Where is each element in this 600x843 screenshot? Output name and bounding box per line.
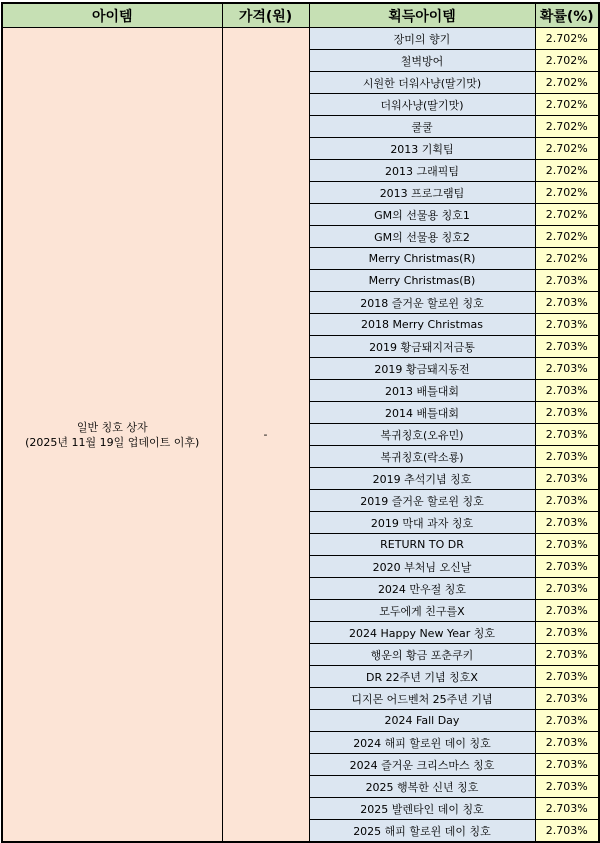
- probability-value: 2.703%: [535, 578, 599, 600]
- table-row: [2, 28, 599, 50]
- probability-table: [1, 2, 600, 843]
- obtained-item-name: 2019 즐거운 할로윈 칭호: [309, 490, 535, 512]
- obtained-item-name: 장미의 향기: [309, 28, 535, 50]
- item-name: 일반 칭호 상자: [76, 420, 148, 434]
- obtained-item-name: 2019 추석기념 칭호: [309, 468, 535, 490]
- probability-value: 2.702%: [535, 94, 599, 116]
- probability-value: 2.702%: [535, 226, 599, 248]
- obtained-item-name: 2020 부처님 오신날: [309, 556, 535, 578]
- obtained-item-name: 2014 배틀대회: [309, 402, 535, 424]
- obtained-item-name: 2013 프로그램팀: [309, 182, 535, 204]
- probability-value: 2.703%: [535, 512, 599, 534]
- probability-value: 2.703%: [535, 424, 599, 446]
- probability-value: 2.702%: [535, 182, 599, 204]
- probability-value: 2.702%: [535, 160, 599, 182]
- probability-value: 2.703%: [535, 732, 599, 754]
- obtained-item-name: DR 22주년 기념 칭호X: [309, 666, 535, 688]
- obtained-item-name: 2024 해피 할로윈 데이 칭호: [309, 732, 535, 754]
- probability-value: 2.702%: [535, 116, 599, 138]
- probability-value: 2.703%: [535, 292, 599, 314]
- obtained-item-name: 더워사냥(딸기맛): [309, 94, 535, 116]
- probability-value: 2.703%: [535, 710, 599, 732]
- probability-value: 2.702%: [535, 72, 599, 94]
- obtained-item-name: 행운의 황금 포춘쿠키: [309, 644, 535, 666]
- obtained-item-name: 2019 황금돼지동전: [309, 358, 535, 380]
- probability-value: 2.703%: [535, 666, 599, 688]
- probability-value: 2.703%: [535, 534, 599, 556]
- obtained-item-name: 2019 황금돼지저금통: [309, 336, 535, 358]
- obtained-item-name: 2018 즐거운 할로윈 칭호: [309, 292, 535, 314]
- probability-value: 2.703%: [535, 402, 599, 424]
- item-price: -: [222, 28, 309, 843]
- obtained-item-name: 2024 만우절 칭호: [309, 578, 535, 600]
- item-note: (2025년 11월 19일 업데이트 이후): [25, 435, 200, 449]
- probability-value: 2.703%: [535, 380, 599, 402]
- probability-value: 2.703%: [535, 644, 599, 666]
- obtained-item-name: 쿨쿨: [309, 116, 535, 138]
- probability-value: 2.702%: [535, 50, 599, 72]
- probability-value: 2.703%: [535, 358, 599, 380]
- obtained-item-name: 2025 발렌타인 데이 칭호: [309, 798, 535, 820]
- probability-value: 2.703%: [535, 468, 599, 490]
- obtained-item-name: 디지몬 어드벤처 25주년 기념: [309, 688, 535, 710]
- obtained-item-name: 복귀칭호(오유민): [309, 424, 535, 446]
- probability-value: 2.703%: [535, 446, 599, 468]
- obtained-item-name: 2025 해피 할로윈 데이 칭호: [309, 820, 535, 843]
- obtained-item-name: 복귀칭호(락소룡): [309, 446, 535, 468]
- header-price: 가격(원): [222, 3, 309, 28]
- probability-value: 2.703%: [535, 490, 599, 512]
- probability-value: 2.702%: [535, 28, 599, 50]
- obtained-item-name: 2013 배틀대회: [309, 380, 535, 402]
- probability-value: 2.703%: [535, 600, 599, 622]
- probability-value: 2.703%: [535, 270, 599, 292]
- obtained-item-name: RETURN TO DR: [309, 534, 535, 556]
- obtained-item-name: Merry Christmas(B): [309, 270, 535, 292]
- obtained-item-name: 2025 행복한 신년 칭호: [309, 776, 535, 798]
- obtained-item-name: GM의 선물용 칭호1: [309, 204, 535, 226]
- probability-value: 2.702%: [535, 248, 599, 270]
- obtained-item-name: 2013 기획팀: [309, 138, 535, 160]
- obtained-item-name: 철벽방어: [309, 50, 535, 72]
- probability-value: 2.702%: [535, 138, 599, 160]
- obtained-item-name: 2024 Fall Day: [309, 710, 535, 732]
- obtained-item-name: 2019 막대 과자 칭호: [309, 512, 535, 534]
- table-body: [2, 28, 599, 843]
- header-probability: 확률(%): [535, 3, 599, 28]
- item-name-cell: [2, 28, 222, 843]
- probability-value: 2.703%: [535, 798, 599, 820]
- obtained-item-name: 시원한 더워사냥(딸기맛): [309, 72, 535, 94]
- probability-value: 2.703%: [535, 776, 599, 798]
- probability-value: 2.703%: [535, 622, 599, 644]
- probability-value: 2.703%: [535, 754, 599, 776]
- obtained-item-name: Merry Christmas(R): [309, 248, 535, 270]
- probability-value: 2.703%: [535, 556, 599, 578]
- probability-value: 2.703%: [535, 820, 599, 843]
- obtained-item-name: GM의 선물용 칭호2: [309, 226, 535, 248]
- obtained-item-name: 모두에게 친구를X: [309, 600, 535, 622]
- obtained-item-name: 2013 그래픽팀: [309, 160, 535, 182]
- header-row: [2, 3, 599, 28]
- header-obtained-item: 획득아이템: [309, 3, 535, 28]
- probability-value: 2.703%: [535, 336, 599, 358]
- probability-value: 2.702%: [535, 204, 599, 226]
- obtained-item-name: 2024 Happy New Year 칭호: [309, 622, 535, 644]
- probability-value: 2.703%: [535, 688, 599, 710]
- header-item: 아이템: [2, 3, 222, 28]
- probability-value: 2.703%: [535, 314, 599, 336]
- obtained-item-name: 2024 즐거운 크리스마스 칭호: [309, 754, 535, 776]
- obtained-item-name: 2018 Merry Christmas: [309, 314, 535, 336]
